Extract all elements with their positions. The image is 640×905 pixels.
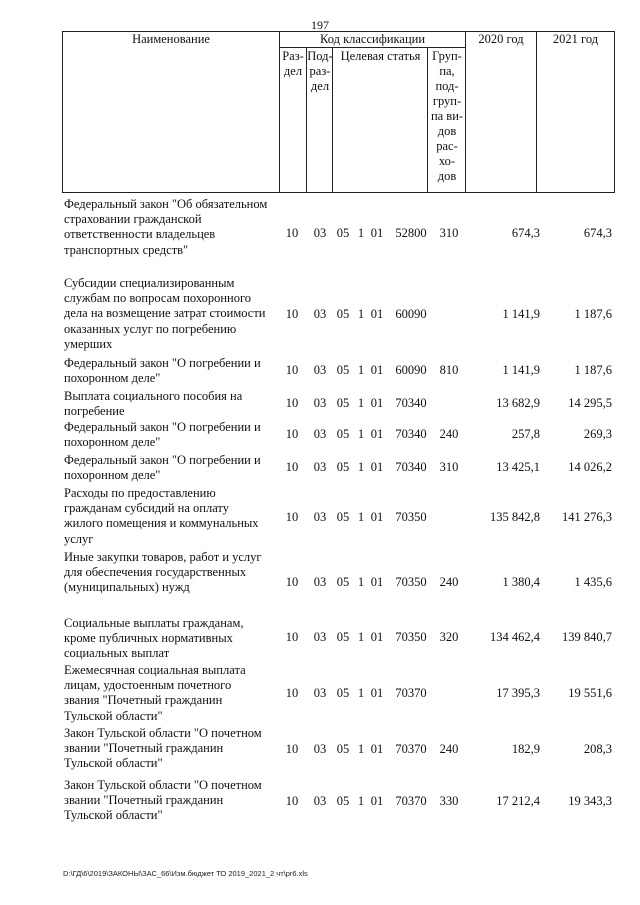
row-cell-v1: 13 682,9 — [496, 396, 540, 410]
row-cell-t4: 70340 — [395, 460, 427, 474]
row-name: Расходы по предоставлению гражданам субсидий на оплату жилого помещения и коммунальных услуг — [64, 486, 259, 546]
row-cell-t1: 05 — [336, 460, 350, 474]
row-cell-t1: 05 — [336, 363, 350, 377]
row-cell-t3: 01 — [370, 630, 384, 644]
row-cell-v1: 17 395,3 — [496, 686, 540, 700]
row-cell-v2: 19 551,6 — [568, 686, 612, 700]
header-name: Наименование — [132, 32, 210, 46]
header-year2-cell — [536, 31, 615, 193]
row-cell-t2: 1 — [357, 427, 365, 441]
row-cell-t2: 1 — [357, 363, 365, 377]
row-cell-v2: 139 840,7 — [562, 630, 612, 644]
header-year2: 2021 год — [552, 32, 599, 46]
page-number: 197 — [311, 18, 329, 32]
row-cell-t2: 1 — [357, 510, 365, 524]
row-cell-t1: 05 — [336, 307, 350, 321]
row-cell-t3: 01 — [370, 307, 384, 321]
row-cell-g: 240 — [439, 742, 459, 756]
row-cell-r: 10 — [285, 363, 299, 377]
row-cell-t3: 01 — [370, 794, 384, 808]
row-cell-v2: 1 187,6 — [574, 307, 612, 321]
row-cell-r: 10 — [285, 307, 299, 321]
row-cell-t2: 1 — [357, 396, 365, 410]
row-cell-t1: 05 — [336, 396, 350, 410]
row-cell-t4: 60090 — [395, 363, 427, 377]
row-cell-t2: 1 — [357, 460, 365, 474]
row-cell-r: 10 — [285, 742, 299, 756]
row-cell-t4: 52800 — [395, 226, 427, 240]
header-podrazdel: Под- раз- дел — [307, 49, 333, 93]
row-cell-g: 240 — [439, 575, 459, 589]
row-cell-v1: 17 212,4 — [496, 794, 540, 808]
row-cell-t1: 05 — [336, 427, 350, 441]
row-cell-p: 03 — [313, 630, 327, 644]
row-cell-t1: 05 — [336, 630, 350, 644]
table-header — [62, 31, 615, 193]
row-name: Иные закупки товаров, работ и услуг для обеспечения государственных (муниципальных) нужд — [64, 550, 262, 595]
row-cell-v2: 208,3 — [583, 742, 612, 756]
row-cell-t3: 01 — [370, 742, 384, 756]
row-cell-t4: 60090 — [395, 307, 427, 321]
row-name: Субсидии специализированным службам по вопросам похоронного дела на возмещение затрат стоимости оказанных услуг по погребению умерших — [64, 276, 266, 351]
row-cell-p: 03 — [313, 742, 327, 756]
row-cell-t3: 01 — [370, 575, 384, 589]
row-cell-g: 310 — [439, 460, 459, 474]
row-cell-r: 10 — [285, 460, 299, 474]
row-cell-v2: 674,3 — [583, 226, 612, 240]
row-cell-p: 03 — [313, 460, 327, 474]
row-cell-v2: 1 187,6 — [574, 363, 612, 377]
row-cell-t3: 01 — [370, 396, 384, 410]
row-cell-r: 10 — [285, 686, 299, 700]
row-cell-r: 10 — [285, 226, 299, 240]
row-cell-v2: 1 435,6 — [574, 575, 612, 589]
row-cell-p: 03 — [313, 307, 327, 321]
row-cell-t3: 01 — [370, 427, 384, 441]
row-cell-t3: 01 — [370, 510, 384, 524]
row-cell-p: 03 — [313, 226, 327, 240]
row-cell-p: 03 — [313, 575, 327, 589]
row-cell-t4: 70350 — [395, 575, 427, 589]
row-cell-r: 10 — [285, 427, 299, 441]
header-name-cell — [62, 31, 280, 193]
row-cell-v1: 674,3 — [511, 226, 540, 240]
row-cell-r: 10 — [285, 794, 299, 808]
header-target: Целевая статья — [340, 49, 421, 63]
row-cell-t1: 05 — [336, 226, 350, 240]
row-cell-t4: 70370 — [395, 686, 427, 700]
row-cell-v1: 1 380,4 — [502, 575, 540, 589]
row-cell-r: 10 — [285, 630, 299, 644]
row-cell-v2: 14 295,5 — [568, 396, 612, 410]
row-cell-r: 10 — [285, 396, 299, 410]
row-cell-v1: 134 462,4 — [490, 630, 540, 644]
row-name: Федеральный закон "О погребении и похоронном деле" — [64, 420, 261, 450]
row-name: Ежемесячная социальная выплата лицам, удостоенным почетного звания "Почетный гражданин Тульской области" — [64, 663, 246, 723]
row-cell-t2: 1 — [357, 307, 365, 321]
row-name: Закон Тульской области "О почетном звании "Почетный гражданин Тульской области" — [64, 726, 262, 771]
header-year1: 2020 год — [478, 32, 524, 46]
row-cell-t1: 05 — [336, 686, 350, 700]
row-cell-p: 03 — [313, 363, 327, 377]
row-cell-v2: 141 276,3 — [562, 510, 612, 524]
row-cell-t1: 05 — [336, 794, 350, 808]
row-cell-v1: 13 425,1 — [496, 460, 540, 474]
row-cell-g: 810 — [439, 363, 459, 377]
row-cell-p: 03 — [313, 427, 327, 441]
row-cell-v2: 14 026,2 — [568, 460, 612, 474]
row-cell-t4: 70370 — [395, 794, 427, 808]
row-cell-p: 03 — [313, 510, 327, 524]
row-cell-t1: 05 — [336, 575, 350, 589]
header-group: Груп- па, под- груп- па ви- дов рас- хо- дов — [430, 49, 464, 183]
row-cell-g: 320 — [439, 630, 459, 644]
row-cell-v1: 135 842,8 — [490, 510, 540, 524]
row-cell-t2: 1 — [357, 630, 365, 644]
row-cell-t2: 1 — [357, 575, 365, 589]
row-cell-t4: 70350 — [395, 510, 427, 524]
row-cell-t2: 1 — [357, 226, 365, 240]
row-name: Федеральный закон "Об обязательном страховании гражданской ответственности владельцев транспортных средств" — [64, 197, 268, 257]
row-name: Закон Тульской области "О почетном звании "Почетный гражданин Тульской области" — [64, 778, 262, 823]
row-cell-t4: 70340 — [395, 396, 427, 410]
row-name: Выплата социального пособия на погребение — [64, 389, 243, 419]
row-cell-t4: 70340 — [395, 427, 427, 441]
row-cell-t2: 1 — [357, 742, 365, 756]
row-cell-t4: 70350 — [395, 630, 427, 644]
row-cell-v1: 1 141,9 — [502, 307, 540, 321]
row-name: Федеральный закон "О погребении и похоронном деле" — [64, 453, 261, 483]
row-cell-r: 10 — [285, 510, 299, 524]
row-name: Федеральный закон "О погребении и похоронном деле" — [64, 356, 261, 386]
file-path: D:\ГД\6\2019\ЗАКОНЫ\ЗАС_66\Изм.бюджет ТО 2019_2021_2 чт\pr6.xls — [63, 869, 308, 878]
header-year1-cell — [465, 31, 537, 193]
row-cell-g: 240 — [439, 427, 459, 441]
row-cell-p: 03 — [313, 686, 327, 700]
row-cell-t3: 01 — [370, 226, 384, 240]
row-cell-p: 03 — [313, 794, 327, 808]
row-cell-v2: 19 343,3 — [568, 794, 612, 808]
row-cell-t3: 01 — [370, 363, 384, 377]
row-cell-v1: 182,9 — [511, 742, 540, 756]
row-cell-t2: 1 — [357, 794, 365, 808]
row-cell-t4: 70370 — [395, 742, 427, 756]
row-cell-t3: 01 — [370, 460, 384, 474]
header-code: Код классификации — [319, 32, 426, 46]
row-cell-t3: 01 — [370, 686, 384, 700]
row-cell-v1: 1 141,9 — [502, 363, 540, 377]
row-cell-g: 330 — [439, 794, 459, 808]
row-cell-p: 03 — [313, 396, 327, 410]
row-cell-g: 310 — [439, 226, 459, 240]
header-razdel: Раз- дел — [282, 49, 304, 78]
row-cell-t2: 1 — [357, 686, 365, 700]
row-cell-t1: 05 — [336, 510, 350, 524]
row-cell-r: 10 — [285, 575, 299, 589]
row-cell-v2: 269,3 — [583, 427, 612, 441]
row-cell-v1: 257,8 — [511, 427, 540, 441]
row-name: Социальные выплаты гражданам, кроме публичных нормативных социальных выплат — [64, 616, 244, 661]
row-cell-t1: 05 — [336, 742, 350, 756]
